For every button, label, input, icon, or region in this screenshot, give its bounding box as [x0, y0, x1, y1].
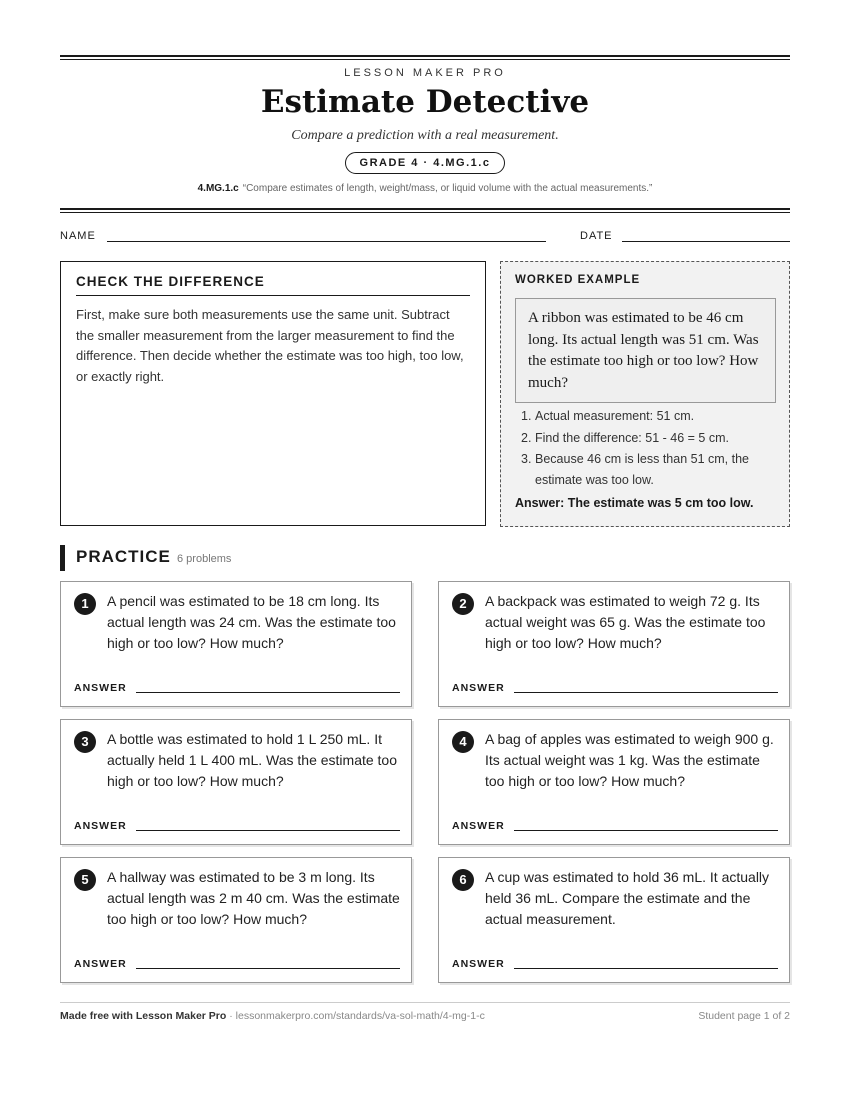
answer-field[interactable]	[136, 830, 400, 831]
header-double-rule	[60, 208, 790, 213]
problem-number-badge: 1	[74, 593, 96, 615]
worked-answer: Answer: The estimate was 5 cm too low.	[515, 496, 754, 510]
footer-rule	[60, 1002, 790, 1003]
footer-credit	[60, 1010, 485, 1022]
problem-text: A bottle was estimated to hold 1 L 250 mL. It actually held 1 L 400 mL. Was the estimate too high or too low? How much?	[107, 731, 398, 789]
top-double-rule	[60, 55, 790, 60]
check-text: First, make sure both measurements use the same unit. Subtract the smaller measurement from the larger measurement to find the difference. Then decide whether the estimate was too high, too low, or exactly right.	[76, 307, 464, 384]
footer-made-by: Made free with Lesson Maker Pro	[60, 1010, 227, 1022]
footer-page-number: Student page 1 of 2	[698, 1010, 790, 1022]
grade-badge-wrap	[60, 152, 790, 174]
answer-label: ANSWER	[452, 682, 505, 694]
answer-field[interactable]	[514, 830, 778, 831]
answer-field[interactable]	[136, 692, 400, 693]
problem-text: A backpack was estimated to weigh 72 g. Its actual weight was 65 g. Was the estimate too high or too low? How much?	[485, 593, 766, 651]
problem-card	[60, 581, 412, 707]
date-label: DATE	[580, 230, 613, 242]
problem-number-badge: 5	[74, 869, 96, 891]
practice-accent-bar	[60, 545, 65, 571]
problem-text: A cup was estimated to hold 36 mL. It actually held 36 mL. Compare the estimate and the actual measurement.	[485, 869, 770, 927]
name-label: NAME	[60, 230, 96, 242]
problem-text: A hallway was estimated to be 3 m long. Its actual length was 2 m 40 cm. Was the estimate too high or too low? How much?	[107, 869, 400, 927]
answer-label: ANSWER	[452, 820, 505, 832]
check-title: CHECK THE DIFFERENCE	[76, 274, 470, 296]
problem-number-badge: 2	[452, 593, 474, 615]
page-subtitle: Compare a prediction with a real measurement.	[291, 128, 559, 143]
check-difference-box	[60, 261, 486, 526]
answer-field[interactable]	[514, 968, 778, 969]
standard-code: 4.MG.1.c	[197, 183, 239, 194]
worked-steps	[515, 406, 777, 490]
date-field[interactable]	[622, 241, 790, 242]
answer-label: ANSWER	[74, 820, 127, 832]
answer-label: ANSWER	[452, 958, 505, 970]
footer-url[interactable]: · lessonmakerpro.com/standards/va-sol-math/4-mg-1-c	[226, 1010, 485, 1022]
worked-problem: A ribbon was estimated to be 46 cm long. Its actual length was 51 cm. Was the estimate too high or too low? How much?	[515, 298, 776, 403]
problem-card	[438, 719, 790, 845]
brand-name: LESSON MAKER PRO	[344, 67, 506, 79]
problem-text: A pencil was estimated to be 18 cm long. Its actual length was 24 cm. Was the estimate too high or too low? How much?	[107, 593, 396, 651]
problem-card	[60, 719, 412, 845]
standard-text: “Compare estimates of length, weight/mass, or liquid volume with the actual measurements.”	[242, 183, 653, 194]
worked-step: 1. Actual measurement: 51 cm.	[521, 409, 695, 423]
worked-example-box	[500, 261, 790, 527]
answer-field[interactable]	[514, 692, 778, 693]
problem-card	[438, 857, 790, 983]
standard-line	[60, 183, 790, 194]
problem-number-badge: 6	[452, 869, 474, 891]
name-field[interactable]	[107, 241, 546, 242]
problem-card	[60, 857, 412, 983]
worked-step: 2. Find the difference: 51 - 46 = 5 cm.	[521, 430, 729, 445]
problem-text: A bag of apples was estimated to weigh 900 g. Its actual weight was 1 kg. Was the estimate too high or too low? How much?	[485, 731, 774, 789]
answer-label: ANSWER	[74, 682, 127, 694]
page-title: Estimate Detective	[260, 84, 590, 120]
worked-title: WORKED EXAMPLE	[515, 274, 641, 286]
problem-number-badge: 3	[74, 731, 96, 753]
worked-step: 3. Because 46 cm is less than 51 cm, the estimate was too low.	[521, 452, 749, 487]
answer-label: ANSWER	[74, 958, 127, 970]
practice-count: 6 problems	[177, 553, 232, 565]
answer-field[interactable]	[136, 968, 400, 969]
problem-card	[438, 581, 790, 707]
problem-number-badge: 4	[452, 731, 474, 753]
grade-badge: GRADE 4 · 4.MG.1.c	[345, 152, 506, 174]
practice-title: PRACTICE	[76, 547, 171, 566]
